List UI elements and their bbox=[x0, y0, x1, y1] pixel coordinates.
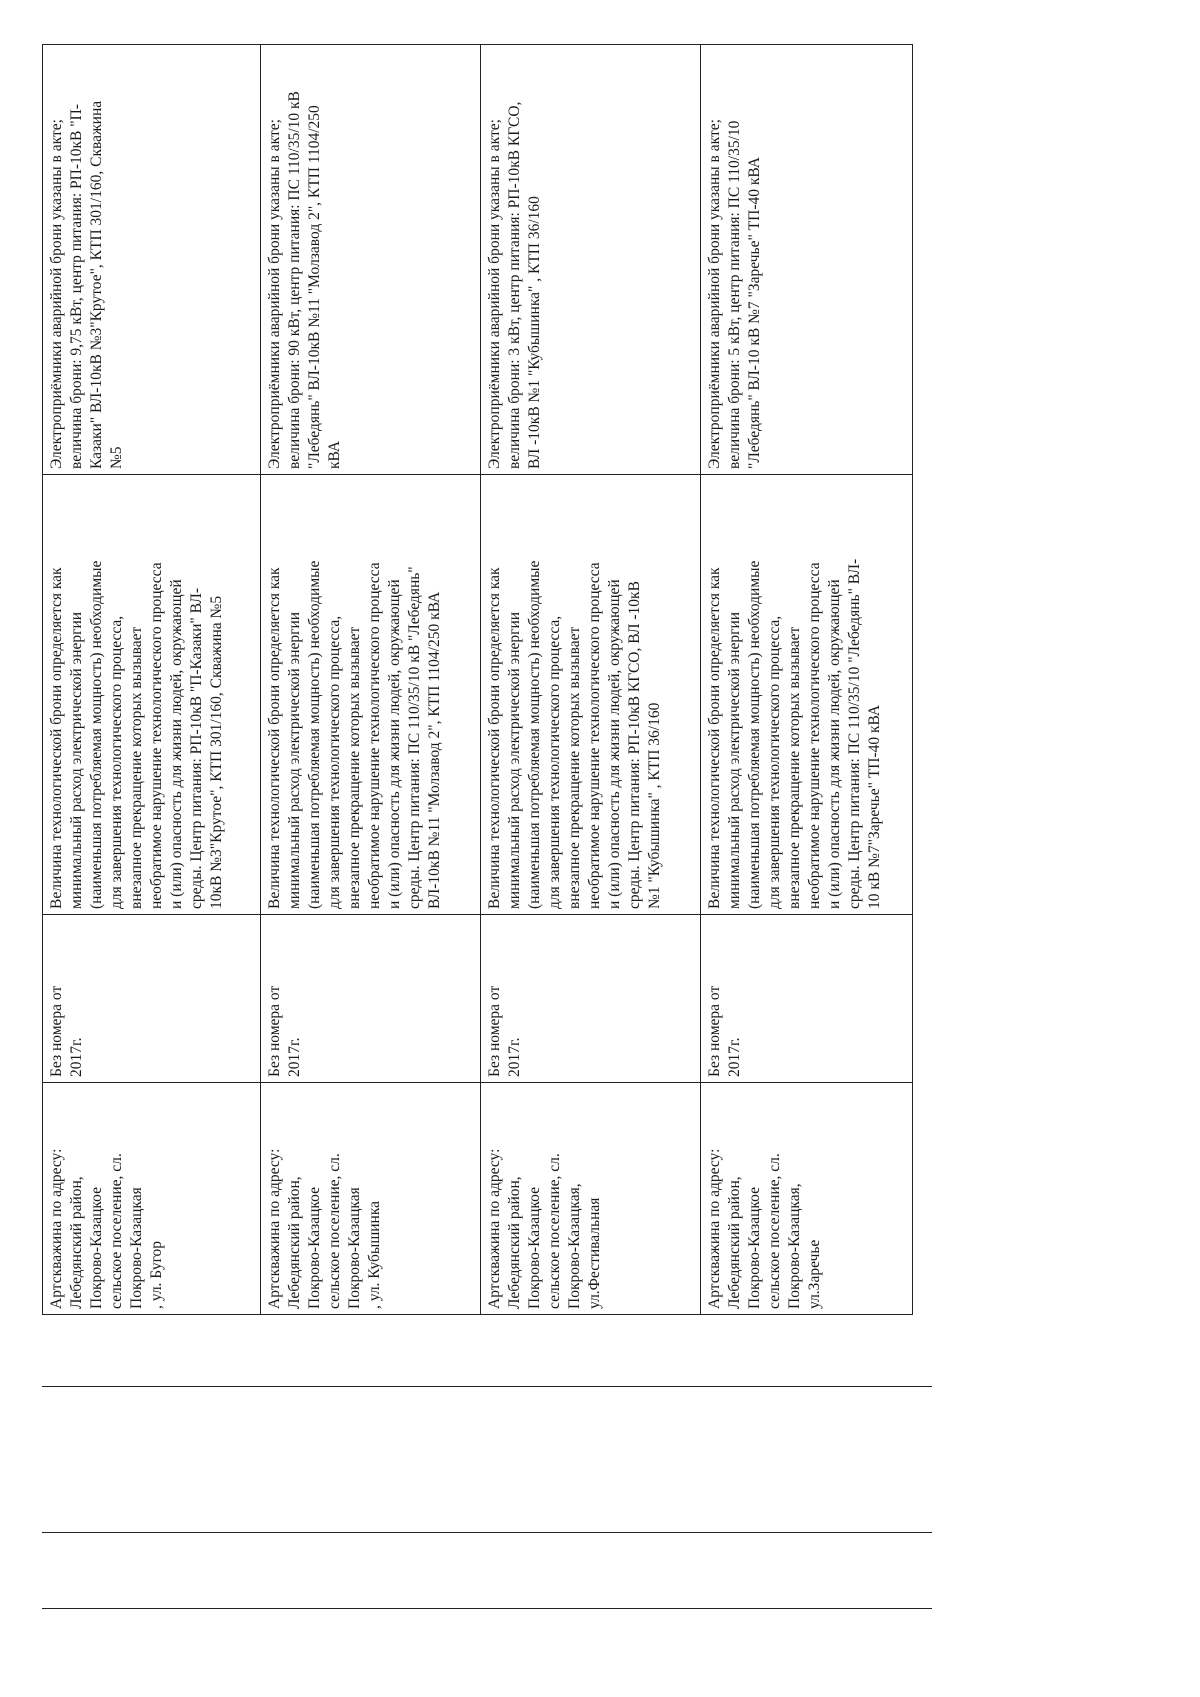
object-address-cell: Артскважина по адресу: Лебедянский район, Покрово-Казацкое сельское поселение, сл. Покрово-Казацкая , ул. Кубышинка bbox=[261, 1083, 481, 1315]
tech-reserve-cell: Величина технологической брони определяется как минимальный расход электрической энергии (наименьшая потребляемая мощность) необходимые для завершения технологического процесса, внезапное прекращение которых вызывает необратимое нарушение технологического процесса и (или) опасность для жизни людей, окружающей среды. Центр питания: ПС 110/35/10 "Лебедянь" ВЛ- 10 кВ №7"Заречье" ТП-40 кВА bbox=[701, 475, 913, 915]
signature-line bbox=[42, 1608, 932, 1609]
tech-reserve-cell: Величина технологической брони определяется как минимальный расход электрической энергии (наименьшая потребляемая мощность) необходимые для завершения технологического процесса, внезапное прекращение которых вызывает необратимое нарушение технологического процесса и (или) опасность для жизни людей, окружающей среды. Центр питания: ПС 110/35/10 кВ "Лебедянь" ВЛ-10кВ №11 "Молзавод 2", КТП 1104/250 кВА bbox=[261, 475, 481, 915]
signature-line bbox=[42, 1532, 932, 1533]
act-reference-cell: Без номера от 2017г. bbox=[701, 915, 913, 1083]
object-address-cell: Артскважина по адресу: Лебедянский район, Покрово-Казацкое сельское поселение, сл. Покрово-Казацкая , ул. Бугор bbox=[43, 1083, 261, 1315]
landscape-table-container bbox=[42, 45, 912, 1315]
emergency-reserve-cell: Электроприёмники аварийной брони указаны в акте; величина брони: 5 кВт, центр питания: ПС 110/35/10 "Лебедянь" ВЛ-10 кВ №7 "Заречье" ТП-40 кВА bbox=[701, 45, 913, 475]
tech-reserve-cell: Величина технологической брони определяется как минимальный расход электрической энергии (наименьшая потребляемая мощность) необходимые для завершения технологического процесса, внезапное прекращение которых вызывает необратимое нарушение технологического процесса и (или) опасность для жизни людей, окружающей среды. Центр питания: РП-10кВ КГСО, ВЛ -10кВ №1 "Кубышинка" , КТП 36/160 bbox=[481, 475, 701, 915]
act-reference-cell: Без номера от 2017г. bbox=[261, 915, 481, 1083]
emergency-reserve-cell: Электроприёмники аварийной брони указаны в акте; величина брони: 9,75 кВт, центр питания: РП-10кВ "П- Казаки" ВЛ-10кВ №3"Крутое", КТП 301/160, Скважина №5 bbox=[43, 45, 261, 475]
table-row bbox=[43, 45, 261, 1315]
table-row bbox=[481, 45, 701, 1315]
emergency-reserve-table bbox=[42, 44, 913, 1315]
act-reference-cell: Без номера от 2017г. bbox=[481, 915, 701, 1083]
rotated-page-content bbox=[42, 45, 912, 1315]
emergency-reserve-cell: Электроприёмники аварийной брони указаны в акте; величина брони: 90 кВт, центр питания: ПС 110/35/10 кВ "Лебедянь" ВЛ-10кВ №11 "Молзавод 2", КТП 1104/250 кВА bbox=[261, 45, 481, 475]
emergency-reserve-cell: Электроприёмники аварийной брони указаны в акте; величина брони: 3 кВт, центр питания: РП-10кВ КГСО, ВЛ -10кВ №1 "Кубышинка" , КТП 36/160 bbox=[481, 45, 701, 475]
signature-line bbox=[42, 1386, 932, 1387]
object-address-cell: Артскважина по адресу: Лебедянский район, Покрово-Казацкое сельское поселение, сл. Покрово-Казацкая, ул.Фестивальная bbox=[481, 1083, 701, 1315]
table-row bbox=[701, 45, 913, 1315]
table-row bbox=[261, 45, 481, 1315]
tech-reserve-cell: Величина технологической брони определяется как минимальный расход электрической энергии (наименьшая потребляемая мощность) необходимые для завершения технологического процесса, внезапное прекращение которых вызывает необратимое нарушение технологического процесса и (или) опасность для жизни людей, окружающей среды. Центр питания: РП-10кВ "П-Казаки" ВЛ- 10кВ №3"Крутое", КТП 301/160, Скважина №5 bbox=[43, 475, 261, 915]
act-reference-cell: Без номера от 2017г. bbox=[43, 915, 261, 1083]
object-address-cell: Артскважина по адресу: Лебедянский район, Покрово-Казацкое сельское поселение, сл. Покрово-Казацкая, ул.Заречье bbox=[701, 1083, 913, 1315]
